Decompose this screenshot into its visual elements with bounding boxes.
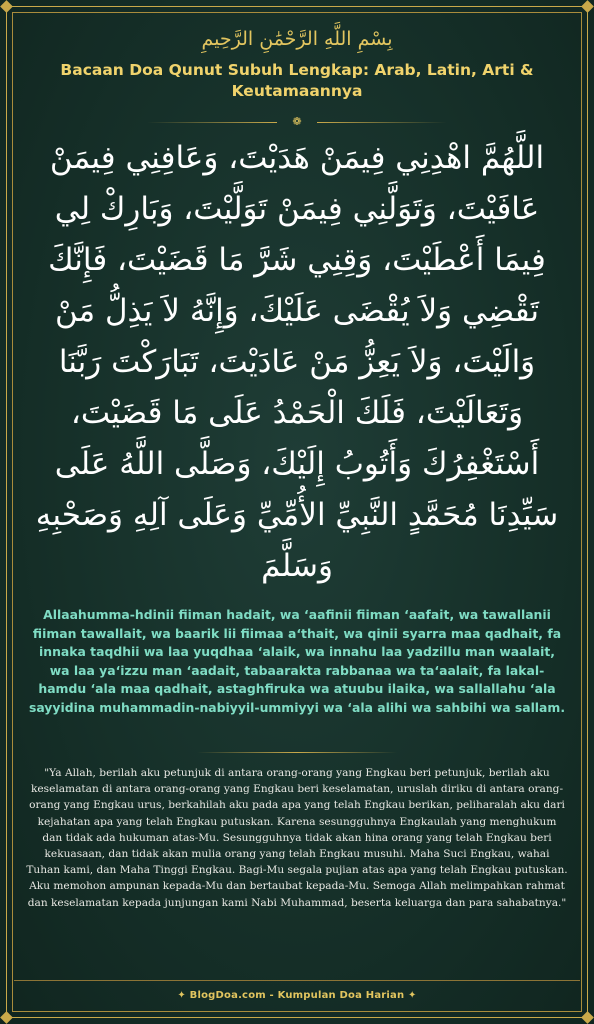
- divider-line: [317, 122, 447, 123]
- footer-divider: [14, 980, 580, 981]
- divider-line: [147, 122, 277, 123]
- footer-credit: ✦ BlogDoa.com - Kumpulan Doa Harian ✦: [177, 990, 417, 1001]
- latin-transliteration: Allaahumma-hdinii fiiman hadait, wa ‘aafinii fiiman ‘aafait, wa tawallanii fiiman tawallait, wa baarik lii fiimaa a‘thait, wa qinii syarra maa qadhait, fa innaka taqdhii wa laa yuqdhaa ‘alaik, wa innahu laa yadzillu man waalait, wa laa ya‘izzu man ‘aadait, tabaarakta rabbanaa wa ta‘aalait, fa lakal-hamdu ‘ala maa qadhait, astaghfiruka wa atuubu ilaika, wa sallallahu ‘ala sayyidina muhammadin-nabiyyil-ummiyyi wa ‘ala alihi wa sahbihi wa sallam.: [28, 607, 566, 715]
- section-divider: [197, 746, 397, 758]
- ornament-divider: [147, 116, 447, 128]
- translation-text: "Ya Allah, berilah aku petunjuk di antara orang-orang yang Engkau beri petunjuk, berilah aku keselamatan di antara orang-orang yang Engkau beri keselamatan, uruslah diriku di antara orang-orang yang Engkau urus, berkahilah aku pada apa yang telah Engkau berikan, peliharalah aku dari kejahatan apa yang telah Engkau putuskan. Karena sesungguhnya Engkaulah yang menghukum dan tidak ada hukuman atas-Mu. Sesungguhnya tidak akan hina orang yang telah Engkau beri kekuasaan, dan tidak akan mulia orang yang telah Engkau musuhi. Maha Suci Engkau, wahai Tuhan kami, dan Maha Tinggi Engkau. Bagi-Mu segala pujian atas apa yang telah Engkau putuskan. Aku memohon ampunan kepada-Mu dan bertaubat kepada-Mu. Semoga Allah melimpahkan rahmat dan keselamatan kepada junjungan kami Nabi Muhammad, beserta keluarga dan para sahabatnya.": [26, 767, 568, 909]
- bismillah-heading: بِسْمِ اللَّهِ الرَّحْمَٰنِ الرَّحِيمِ: [201, 28, 393, 50]
- arabic-doa-text: اللَّهُمَّ اهْدِنِي فِيمَنْ هَدَيْتَ، وَعَافِنِي فِيمَنْ عَافَيْتَ، وَتَوَلَّنِي فِيمَنْ تَوَلَّيْتَ، وَبَارِكْ لِي فِيمَا أَعْطَيْتَ، وَقِنِي شَرَّ مَا قَضَيْتَ، فَإِنَّكَ تَقْضِي وَلاَ يُقْضَى عَلَيْكَ، وَإِنَّهُ لاَ يَذِلُّ مَنْ وَالَيْتَ، وَلاَ يَعِزُّ مَنْ عَادَيْتَ، تَبَارَكْتَ رَبَّنَا وَتَعَالَيْتَ، فَلَكَ الْحَمْدُ عَلَى مَا قَضَيْتَ، أَسْتَغْفِرُكَ وَأَتُوبُ إِلَيْكَ، وَصَلَّى اللَّهُ عَلَى سَيِّدِنَا مُحَمَّدٍ النَّبِيِّ الأُمِّيِّ وَعَلَى آلِهِ وَصَحْبِهِ وَسَلَّمَ: [35, 140, 559, 584]
- divider-line: [197, 752, 397, 753]
- page-title: Bacaan Doa Qunut Subuh Lengkap: Arab, Latin, Arti & Keutamaannya: [60, 61, 534, 100]
- floral-ornament-icon: ❁: [292, 115, 302, 128]
